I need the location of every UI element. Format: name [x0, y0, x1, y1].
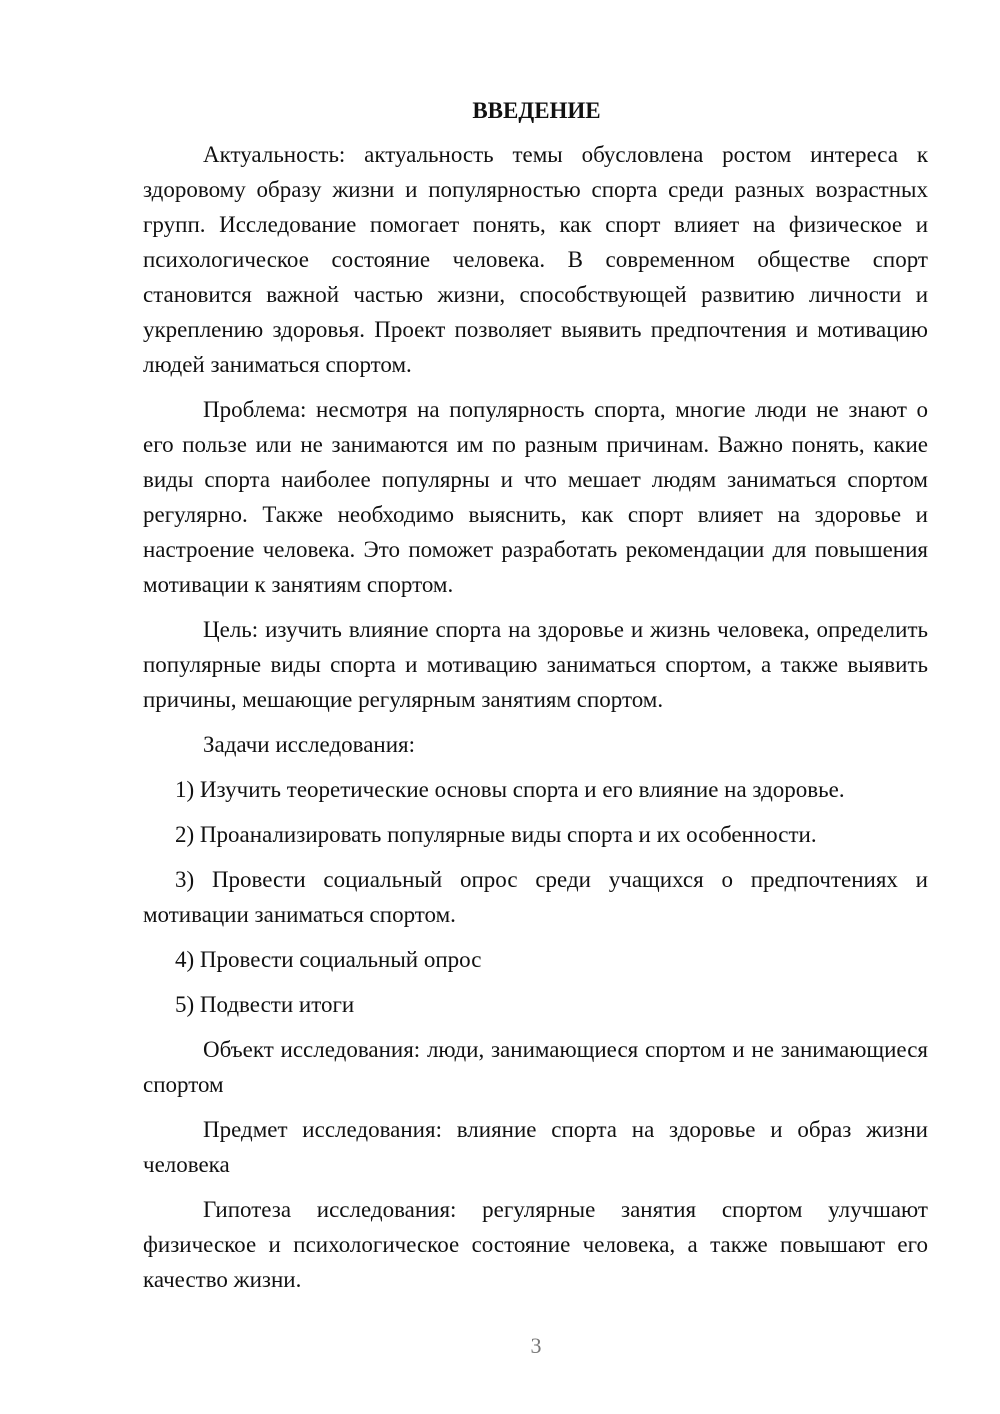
paragraph-object: Объект исследования: люди, занимающиеся спортом и не занимающиеся спортом — [143, 1037, 928, 1097]
paragraph-hypothesis: Гипотеза исследования: регулярные занятия спортом улучшают физическое и психологическое состояние человека, а также повышают его качество жизни. — [143, 1197, 928, 1292]
page-number: 3 — [530, 1333, 542, 1358]
paragraph-relevance: Актуальность: актуальность темы обусловлена ростом интереса к здоровому образу жизни и популярностью спорта среди разных возрастных групп. Исследование помогает понять, как спорт влияет на физическое и психологическое состояние человека. В современном обществе спорт становится важной частью жизни, способствующей развитию личности и укреплению здоровья. Проект позволяет выявить предпочтения и мотивацию людей заниматься спортом. — [143, 142, 928, 377]
document-page — [143, 93, 928, 1307]
paragraph-subject: Предмет исследования: влияние спорта на здоровье и образ жизни человека — [143, 1117, 928, 1177]
tasks-heading: Задачи исследования: — [203, 732, 416, 757]
task-item-3: 3) Провести социальный опрос среди учащихся о предпочтениях и мотивации заниматься спортом. — [143, 867, 928, 927]
section-title: ВВЕДЕНИЕ — [472, 98, 601, 123]
paragraph-problem: Проблема: несмотря на популярность спорта, многие люди не знают о его пользе или не занимаются им по разным причинам. Важно понять, какие виды спорта наиболее популярны и что мешает людям заниматься спортом регулярно. Также необходимо выяснить, как спорт влияет на здоровье и настроение человека. Это поможет разработать рекомендации для повышения мотивации к занятиям спортом. — [143, 397, 928, 597]
task-item-2: 2) Проанализировать популярные виды спорта и их особенности. — [175, 822, 817, 847]
task-item-5: 5) Подвести итоги — [175, 992, 355, 1017]
task-item-1: 1) Изучить теоретические основы спорта и его влияние на здоровье. — [175, 777, 845, 802]
task-item-4: 4) Провести социальный опрос — [175, 947, 482, 972]
paragraph-goal: Цель: изучить влияние спорта на здоровье и жизнь человека, определить популярные виды спорта и мотивацию заниматься спортом, а также выявить причины, мешающие регулярным занятиям спортом. — [143, 617, 928, 712]
